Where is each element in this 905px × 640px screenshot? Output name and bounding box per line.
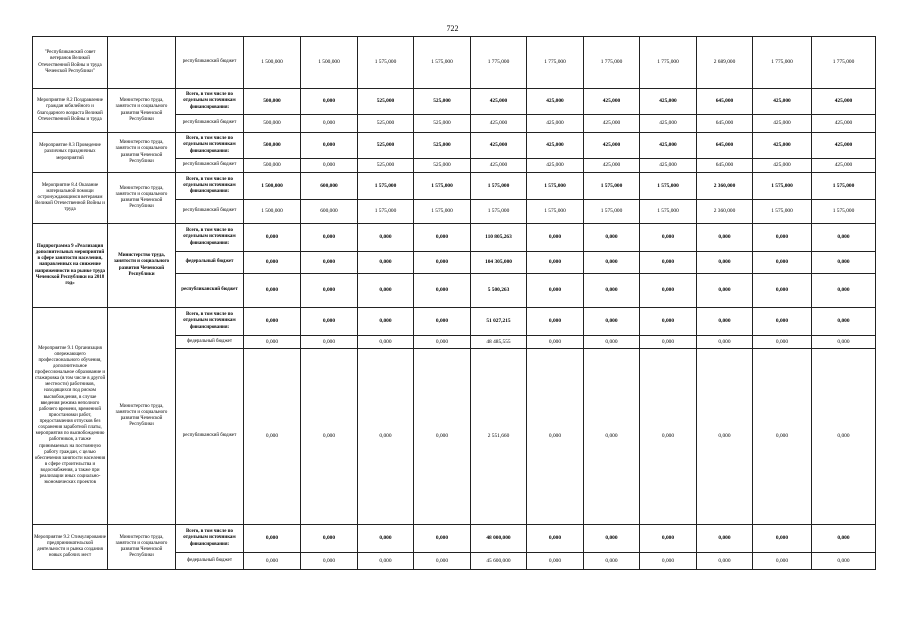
amount-cell: 0,000 <box>414 224 471 252</box>
amount-cell: 0,000 <box>640 525 697 553</box>
table-row <box>33 224 876 252</box>
amount-cell: 2 360,000 <box>697 173 753 200</box>
amount-cell: 525,000 <box>358 159 414 173</box>
amount-cell: 600,000 <box>301 173 358 200</box>
activity-name-cell: Мероприятие 8.4 Оказание материальной помощи остронуждающимся ветеранам Великой Отечественной Войны и труда <box>33 173 108 224</box>
amount-cell: 0,000 <box>697 224 753 252</box>
amount-cell: 0,000 <box>301 252 358 274</box>
amount-cell: 0,000 <box>584 349 640 525</box>
amount-cell: 0,000 <box>812 308 876 336</box>
amount-cell: 0,000 <box>527 252 584 274</box>
amount-cell: 0,000 <box>301 336 358 349</box>
amount-cell: 1 500,000 <box>244 200 301 224</box>
amount-cell: 0,000 <box>527 224 584 252</box>
amount-cell: 425,000 <box>753 89 812 115</box>
amount-cell: 600,000 <box>301 200 358 224</box>
amount-cell: 525,000 <box>414 159 471 173</box>
amount-cell: 0,000 <box>753 336 812 349</box>
amount-cell: 425,000 <box>753 115 812 133</box>
amount-cell: 0,000 <box>244 274 301 308</box>
amount-cell: 525,000 <box>358 89 414 115</box>
amount-cell: 1 500,000 <box>244 37 301 89</box>
amount-cell: 1 575,000 <box>640 173 697 200</box>
amount-cell: 104 305,000 <box>471 252 527 274</box>
amount-cell: 1 575,000 <box>471 200 527 224</box>
amount-cell: 0,000 <box>414 349 471 525</box>
amount-cell: 0,000 <box>584 252 640 274</box>
amount-cell: 0,000 <box>753 252 812 274</box>
amount-cell: 1 775,000 <box>753 37 812 89</box>
amount-cell: 0,000 <box>358 252 414 274</box>
amount-cell: 0,000 <box>527 274 584 308</box>
amount-cell: 0,000 <box>584 525 640 553</box>
activity-name-cell: Мероприятие 8.3 Проведение различных праздничных мероприятий <box>33 133 108 173</box>
amount-cell: 0,000 <box>244 224 301 252</box>
amount-cell: 0,000 <box>244 252 301 274</box>
amount-cell: 525,000 <box>358 133 414 159</box>
amount-cell: 0,000 <box>527 308 584 336</box>
amount-cell: 0,000 <box>301 308 358 336</box>
funding-source-cell: республиканский бюджет <box>176 159 244 173</box>
amount-cell: 500,000 <box>244 133 301 159</box>
funding-source-cell: Всего, в том числе по отдельным источникам финансирования: <box>176 308 244 336</box>
amount-cell: 0,000 <box>301 89 358 115</box>
amount-cell: 0,000 <box>640 349 697 525</box>
funding-source-cell: Всего, в том числе по отдельным источникам финансирования: <box>176 173 244 200</box>
amount-cell: 0,000 <box>414 336 471 349</box>
amount-cell: 1 575,000 <box>527 200 584 224</box>
amount-cell: 0,000 <box>527 525 584 553</box>
amount-cell: 0,000 <box>414 525 471 553</box>
amount-cell: 0,000 <box>527 336 584 349</box>
executor-cell: Министерство труда, занятости и социального развития Чеченской Республики <box>108 173 176 224</box>
financing-table <box>32 36 876 570</box>
amount-cell: 425,000 <box>584 115 640 133</box>
amount-cell: 0,000 <box>584 553 640 570</box>
amount-cell: 425,000 <box>812 89 876 115</box>
amount-cell: 500,000 <box>244 89 301 115</box>
amount-cell: 1 575,000 <box>812 200 876 224</box>
funding-source-cell: федеральный бюджет <box>176 336 244 349</box>
amount-cell: 425,000 <box>640 89 697 115</box>
amount-cell: 1 500,000 <box>301 37 358 89</box>
amount-cell: 0,000 <box>753 553 812 570</box>
amount-cell: 525,000 <box>358 115 414 133</box>
activity-name-cell: Подпрограмма 9 «Реализация дополнительных мероприятий в сфере занятости населения, направленных на снижение напряженности на рынке труда Чеченской Республики на 2018 год» <box>33 224 108 308</box>
amount-cell: 425,000 <box>527 159 584 173</box>
amount-cell: 425,000 <box>527 115 584 133</box>
amount-cell: 0,000 <box>301 115 358 133</box>
amount-cell: 0,000 <box>584 308 640 336</box>
amount-cell: 425,000 <box>584 159 640 173</box>
amount-cell: 0,000 <box>584 336 640 349</box>
amount-cell: 0,000 <box>301 525 358 553</box>
amount-cell: 0,000 <box>358 525 414 553</box>
activity-name-cell: Мероприятие 9.2 Стимулирование предпринимательской деятельности и рынка создания новых рабочих мест <box>33 525 108 570</box>
amount-cell: 0,000 <box>697 525 753 553</box>
table-row <box>33 173 876 200</box>
amount-cell: 425,000 <box>527 89 584 115</box>
amount-cell: 1 775,000 <box>471 37 527 89</box>
amount-cell: 0,000 <box>753 224 812 252</box>
amount-cell: 0,000 <box>753 349 812 525</box>
funding-source-cell: федеральный бюджет <box>176 252 244 274</box>
amount-cell: 0,000 <box>301 349 358 525</box>
executor-cell: Министерство труда, занятости и социального развития Чеченской Республики <box>108 308 176 525</box>
amount-cell: 0,000 <box>812 274 876 308</box>
amount-cell: 1 775,000 <box>812 37 876 89</box>
amount-cell: 0,000 <box>697 252 753 274</box>
amount-cell: 2 360,000 <box>697 200 753 224</box>
funding-source-cell: Всего, в том числе по отдельным источникам финансирования: <box>176 133 244 159</box>
funding-source-cell: Всего, в том числе по отдельным источникам финансирования: <box>176 525 244 553</box>
amount-cell: 425,000 <box>584 89 640 115</box>
amount-cell: 1 575,000 <box>812 173 876 200</box>
amount-cell: 0,000 <box>358 274 414 308</box>
amount-cell: 1 575,000 <box>358 173 414 200</box>
amount-cell: 0,000 <box>584 274 640 308</box>
funding-source-cell: республиканский бюджет <box>176 200 244 224</box>
amount-cell: 0,000 <box>414 252 471 274</box>
amount-cell: 425,000 <box>471 115 527 133</box>
table-row <box>33 525 876 553</box>
amount-cell: 0,000 <box>244 525 301 553</box>
page-number: 722 <box>446 24 459 33</box>
amount-cell: 0,000 <box>812 553 876 570</box>
table-body <box>33 37 876 570</box>
amount-cell: 48 000,000 <box>471 525 527 553</box>
amount-cell: 1 575,000 <box>358 37 414 89</box>
amount-cell: 0,000 <box>527 553 584 570</box>
amount-cell: 645,000 <box>697 115 753 133</box>
amount-cell: 0,000 <box>244 308 301 336</box>
amount-cell: 425,000 <box>527 133 584 159</box>
amount-cell: 1 575,000 <box>414 173 471 200</box>
amount-cell: 0,000 <box>358 349 414 525</box>
amount-cell: 1 575,000 <box>414 37 471 89</box>
amount-cell: 0,000 <box>697 349 753 525</box>
amount-cell: 0,000 <box>244 336 301 349</box>
amount-cell: 0,000 <box>697 553 753 570</box>
amount-cell: 0,000 <box>358 308 414 336</box>
amount-cell: 425,000 <box>812 133 876 159</box>
amount-cell: 0,000 <box>301 553 358 570</box>
amount-cell: 0,000 <box>812 252 876 274</box>
executor-cell: Министерство труда, занятости и социального развития Чеченской Республики <box>108 133 176 173</box>
amount-cell: 2 551,660 <box>471 349 527 525</box>
activity-name-cell: "Республиканский совет ветеранов Великой Отечественной Войны и труда Чеченской Республики" <box>33 37 108 89</box>
amount-cell: 1 575,000 <box>640 200 697 224</box>
amount-cell: 110 805,263 <box>471 224 527 252</box>
amount-cell: 0,000 <box>753 308 812 336</box>
amount-cell: 0,000 <box>640 336 697 349</box>
amount-cell: 425,000 <box>753 159 812 173</box>
amount-cell: 0,000 <box>414 274 471 308</box>
amount-cell: 0,000 <box>358 336 414 349</box>
amount-cell: 0,000 <box>640 553 697 570</box>
amount-cell: 500,000 <box>244 159 301 173</box>
amount-cell: 425,000 <box>471 89 527 115</box>
amount-cell: 1 500,000 <box>244 173 301 200</box>
amount-cell: 0,000 <box>812 525 876 553</box>
amount-cell: 0,000 <box>358 224 414 252</box>
amount-cell: 0,000 <box>584 224 640 252</box>
amount-cell: 0,000 <box>812 349 876 525</box>
amount-cell: 1 575,000 <box>414 200 471 224</box>
executor-cell: Министерство труда, занятости и социального развития Чеченской Республики <box>108 89 176 133</box>
amount-cell: 1 775,000 <box>584 37 640 89</box>
amount-cell: 5 500,263 <box>471 274 527 308</box>
funding-source-cell: Всего, в том числе по отдельным источникам финансирования: <box>176 224 244 252</box>
amount-cell: 1 575,000 <box>358 200 414 224</box>
funding-source-cell: Всего, в том числе по отдельным источникам финансирования: <box>176 89 244 115</box>
amount-cell: 0,000 <box>527 349 584 525</box>
amount-cell: 425,000 <box>753 133 812 159</box>
amount-cell: 0,000 <box>301 159 358 173</box>
amount-cell: 0,000 <box>697 336 753 349</box>
executor-cell: Министерство труда, занятости и социального развития Чеченской Республики <box>108 525 176 570</box>
executor-cell: Министерство труда, занятости и социального развития Чеченской Республики <box>108 224 176 308</box>
table-row <box>33 37 876 89</box>
table-row <box>33 89 876 115</box>
amount-cell: 425,000 <box>471 133 527 159</box>
funding-source-cell: республиканский бюджет <box>176 274 244 308</box>
amount-cell: 48 485,555 <box>471 336 527 349</box>
amount-cell: 525,000 <box>414 133 471 159</box>
amount-cell: 0,000 <box>301 224 358 252</box>
amount-cell: 425,000 <box>812 159 876 173</box>
table-row <box>33 308 876 336</box>
amount-cell: 0,000 <box>244 349 301 525</box>
amount-cell: 45 600,000 <box>471 553 527 570</box>
amount-cell: 2 689,000 <box>697 37 753 89</box>
executor-cell <box>108 37 176 89</box>
amount-cell: 500,000 <box>244 115 301 133</box>
amount-cell: 425,000 <box>812 115 876 133</box>
amount-cell: 425,000 <box>471 159 527 173</box>
amount-cell: 0,000 <box>301 274 358 308</box>
amount-cell: 1 575,000 <box>527 173 584 200</box>
amount-cell: 1 775,000 <box>527 37 584 89</box>
amount-cell: 425,000 <box>640 159 697 173</box>
amount-cell: 425,000 <box>640 133 697 159</box>
amount-cell: 1 575,000 <box>753 173 812 200</box>
funding-source-cell: республиканский бюджет <box>176 115 244 133</box>
amount-cell: 645,000 <box>697 133 753 159</box>
amount-cell: 0,000 <box>753 274 812 308</box>
amount-cell: 0,000 <box>414 308 471 336</box>
amount-cell: 0,000 <box>244 553 301 570</box>
amount-cell: 0,000 <box>640 274 697 308</box>
activity-name-cell: Мероприятие 8.2 Поздравление граждан юбилейного и благодарного возраста Великой Отечественной Войны и труда <box>33 89 108 133</box>
amount-cell: 51 027,215 <box>471 308 527 336</box>
amount-cell: 645,000 <box>697 89 753 115</box>
amount-cell: 0,000 <box>640 308 697 336</box>
activity-name-cell: Мероприятие 9.1 Организация опережающего профессионального обучения, дополнительное профессиональное образование и стажировка (в том числе в другой местности) работников, находящихся под риском высвобождения, в случае введения режима неполного рабочего времени, временной приостановки работ, предоставления отпусков без сохранения заработной платы, мероприятия по высвобождению работников, а также принимаемых на постоянную работу граждан, с целью обеспечения занятости населения в сфере строительства и водоснабжения, а также при реализации иных социально-экономических проектов <box>33 308 108 525</box>
amount-cell: 0,000 <box>753 525 812 553</box>
amount-cell: 0,000 <box>640 252 697 274</box>
amount-cell: 425,000 <box>584 133 640 159</box>
amount-cell: 0,000 <box>358 553 414 570</box>
amount-cell: 0,000 <box>812 224 876 252</box>
amount-cell: 1 575,000 <box>753 200 812 224</box>
funding-source-cell: республиканский бюджет <box>176 349 244 525</box>
amount-cell: 1 575,000 <box>471 173 527 200</box>
amount-cell: 0,000 <box>697 274 753 308</box>
table-row <box>33 133 876 159</box>
funding-source-cell: республиканский бюджет <box>176 37 244 89</box>
amount-cell: 645,000 <box>697 159 753 173</box>
amount-cell: 425,000 <box>640 115 697 133</box>
amount-cell: 1 575,000 <box>584 173 640 200</box>
amount-cell: 525,000 <box>414 89 471 115</box>
funding-source-cell: федеральный бюджет <box>176 553 244 570</box>
amount-cell: 0,000 <box>414 553 471 570</box>
amount-cell: 1 775,000 <box>640 37 697 89</box>
amount-cell: 0,000 <box>301 133 358 159</box>
amount-cell: 1 575,000 <box>584 200 640 224</box>
amount-cell: 0,000 <box>640 224 697 252</box>
amount-cell: 0,000 <box>812 336 876 349</box>
amount-cell: 525,000 <box>414 115 471 133</box>
amount-cell: 0,000 <box>697 308 753 336</box>
